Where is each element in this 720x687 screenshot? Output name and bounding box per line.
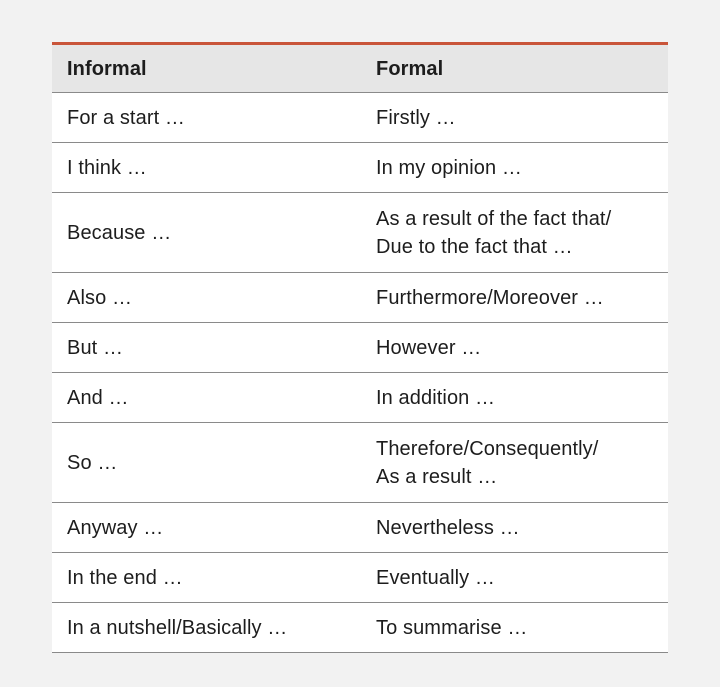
informal-phrase: In a nutshell/Basically … [67, 616, 288, 639]
formal-phrase: Firstly … [376, 106, 456, 129]
table-row [52, 193, 668, 273]
table-row [52, 273, 668, 323]
formal-phrase: To summarise … [376, 616, 528, 639]
header-formal: Formal [376, 57, 444, 80]
formal-phrase: Nevertheless … [376, 516, 520, 539]
table-row [52, 603, 668, 653]
informal-phrase: Because … [67, 221, 172, 244]
informal-phrase: I think … [67, 156, 147, 179]
table-row [52, 323, 668, 373]
informal-phrase: For a start … [67, 106, 185, 129]
formal-phrase: As a result of the fact that/ Due to the fact that … [376, 207, 612, 258]
informal-phrase: So … [67, 451, 118, 474]
formal-phrase: However … [376, 336, 482, 359]
formal-phrase: In addition … [376, 386, 496, 409]
informal-phrase: But … [67, 336, 124, 359]
table-row [52, 423, 668, 503]
table-row [52, 503, 668, 553]
table-row [52, 553, 668, 603]
header-informal: Informal [67, 57, 147, 80]
formal-phrase: In my opinion … [376, 156, 523, 179]
table-header-row [52, 45, 668, 93]
formal-phrase: Therefore/Consequently/ As a result … [376, 437, 599, 488]
informal-phrase: In the end … [67, 566, 183, 589]
table-row [52, 373, 668, 423]
informal-phrase: Anyway … [67, 516, 164, 539]
formal-phrase: Eventually … [376, 566, 496, 589]
phrase-table [52, 42, 668, 653]
informal-phrase: Also … [67, 286, 133, 309]
formal-phrase: Furthermore/Moreover … [376, 286, 604, 309]
informal-phrase: And … [67, 386, 129, 409]
table-row [52, 93, 668, 143]
table-row [52, 143, 668, 193]
